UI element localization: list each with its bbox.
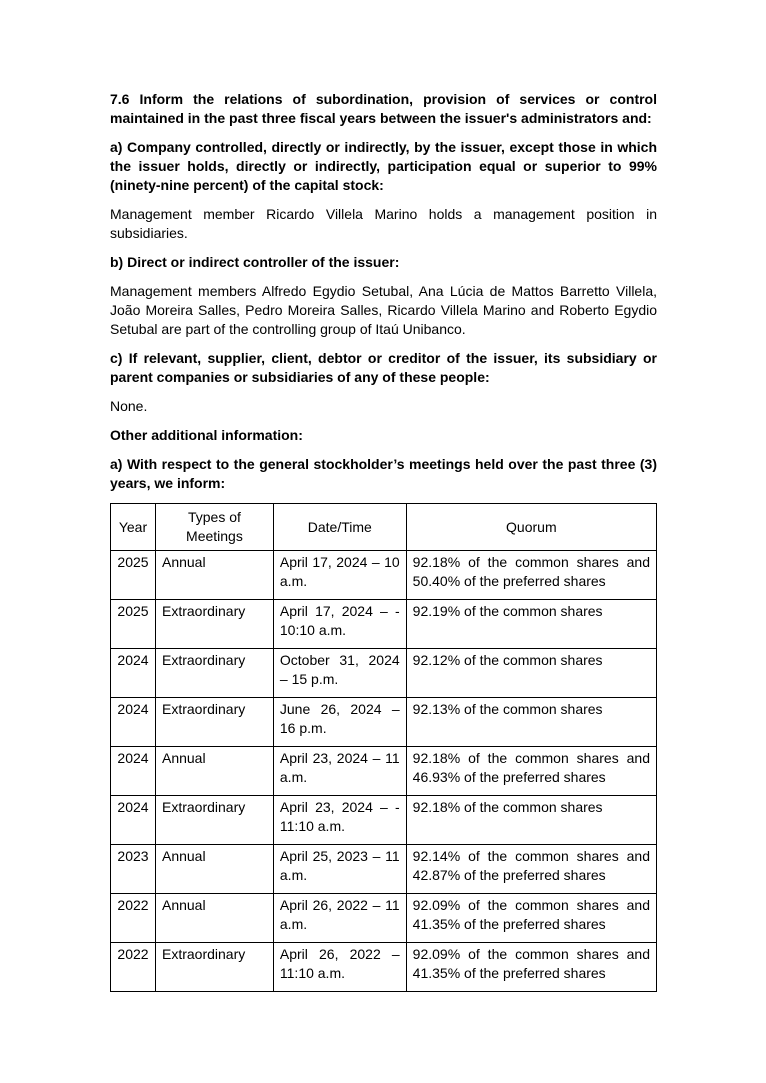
cell-quorum: 92.14% of the common shares and 42.87% of the preferred shares [406, 845, 656, 894]
item-a-heading: a) Company controlled, directly or indirectly, by the issuer, except those in which the issuer holds, directly or indirectly, participation equal or superior to 99% (ninety-nine percent) of the capital stock: [110, 139, 657, 193]
item-c-body: None. [110, 398, 148, 414]
table-row [111, 600, 657, 649]
header-quorum: Quorum [406, 504, 656, 551]
cell-year: 2025 [111, 551, 156, 600]
cell-datetime: June 26, 2024 – 16 p.m. [273, 698, 406, 747]
cell-year: 2024 [111, 796, 156, 845]
meetings-table [110, 503, 657, 992]
header-datetime: Date/Time [273, 504, 406, 551]
cell-quorum: 92.12% of the common shares [406, 649, 656, 698]
table-row [111, 698, 657, 747]
cell-quorum: 92.19% of the common shares [406, 600, 656, 649]
cell-datetime: April 26, 2022 – 11:10 a.m. [273, 943, 406, 992]
cell-year: 2024 [111, 698, 156, 747]
cell-type: Extraordinary [155, 698, 273, 747]
table-row [111, 943, 657, 992]
header-year: Year [111, 504, 156, 551]
cell-year: 2024 [111, 747, 156, 796]
item-b-body: Management members Alfredo Egydio Setubal, Ana Lúcia de Mattos Barretto Villela, João Moreira Salles, Pedro Moreira Salles, Ricardo Villela Marino and Roberto Egydio Setubal are part of the controlling group of Itaú Unibanco. [110, 283, 657, 337]
cell-year: 2024 [111, 649, 156, 698]
cell-year: 2025 [111, 600, 156, 649]
cell-type: Annual [155, 845, 273, 894]
cell-type: Annual [155, 551, 273, 600]
item-a-body: Management member Ricardo Villela Marino holds a management position in subsidiaries. [110, 206, 657, 241]
cell-quorum: 92.09% of the common shares and 41.35% of the preferred shares [406, 943, 656, 992]
cell-year: 2022 [111, 943, 156, 992]
cell-quorum: 92.18% of the common shares and 50.40% of the preferred shares [406, 551, 656, 600]
cell-datetime: April 17, 2024 – - 10:10 a.m. [273, 600, 406, 649]
table-header-row [111, 504, 657, 551]
table-row [111, 649, 657, 698]
cell-quorum: 92.09% of the common shares and 41.35% of the preferred shares [406, 894, 656, 943]
cell-quorum: 92.18% of the common shares [406, 796, 656, 845]
table-row [111, 894, 657, 943]
header-type: Types of Meetings [155, 504, 273, 551]
table-row [111, 796, 657, 845]
document-page [110, 90, 657, 992]
additional-heading: Other additional information: [110, 427, 303, 443]
section-heading: 7.6 Inform the relations of subordination, provision of services or control maintained in the past three fiscal years between the issuer's administrators and: [110, 91, 657, 126]
cell-type: Extraordinary [155, 649, 273, 698]
cell-datetime: April 23, 2024 – - 11:10 a.m. [273, 796, 406, 845]
cell-type: Annual [155, 747, 273, 796]
table-row [111, 845, 657, 894]
cell-quorum: 92.18% of the common shares and 46.93% of the preferred shares [406, 747, 656, 796]
table-row [111, 551, 657, 600]
cell-datetime: April 23, 2024 – 11 a.m. [273, 747, 406, 796]
cell-datetime: April 17, 2024 – 10 a.m. [273, 551, 406, 600]
additional-item-a-heading: a) With respect to the general stockholder’s meetings held over the past three (3) years, we inform: [110, 456, 657, 491]
cell-type: Extraordinary [155, 943, 273, 992]
cell-type: Extraordinary [155, 600, 273, 649]
item-c-heading: c) If relevant, supplier, client, debtor or creditor of the issuer, its subsidiary or parent companies or subsidiaries of any of these people: [110, 350, 657, 385]
cell-year: 2022 [111, 894, 156, 943]
cell-type: Annual [155, 894, 273, 943]
cell-year: 2023 [111, 845, 156, 894]
table-row [111, 747, 657, 796]
cell-quorum: 92.13% of the common shares [406, 698, 656, 747]
cell-datetime: April 25, 2023 – 11 a.m. [273, 845, 406, 894]
cell-type: Extraordinary [155, 796, 273, 845]
cell-datetime: October 31, 2024 – 15 p.m. [273, 649, 406, 698]
cell-datetime: April 26, 2022 – 11 a.m. [273, 894, 406, 943]
item-b-heading: b) Direct or indirect controller of the issuer: [110, 254, 400, 270]
